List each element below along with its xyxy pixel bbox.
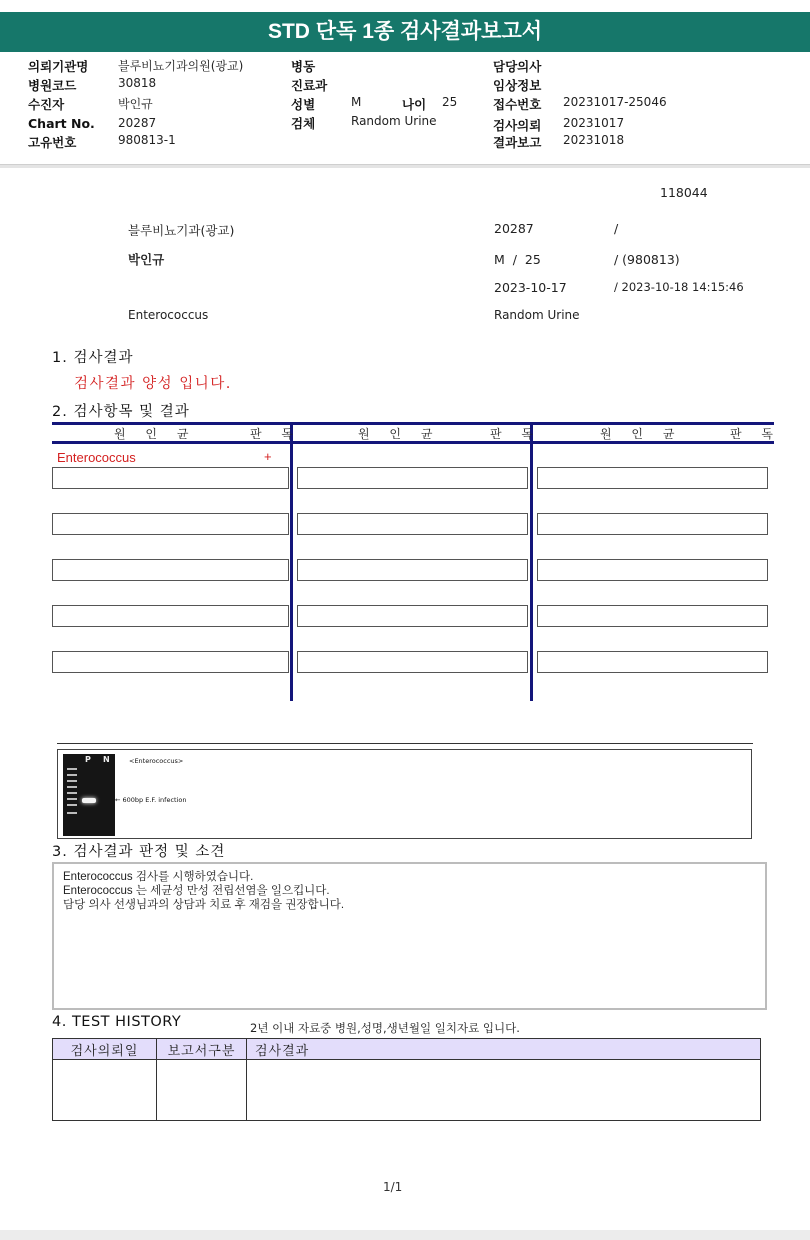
history-table bbox=[52, 1038, 761, 1121]
col-organism-1: 원 인 균 bbox=[114, 427, 197, 441]
value-specimen: Random Urine bbox=[351, 114, 437, 128]
report-slash: / bbox=[614, 221, 619, 236]
result-box bbox=[297, 651, 528, 673]
section3-title: 3. 검사결과 판정 및 소견 bbox=[52, 844, 226, 860]
report-hospital: 블루비뇨기과(광교) bbox=[128, 223, 235, 238]
value-sex: M bbox=[351, 95, 362, 109]
value-age: 25 bbox=[442, 95, 458, 109]
gel-positive-band bbox=[82, 798, 96, 803]
section4-title: 4. TEST HISTORY bbox=[52, 1014, 182, 1030]
result-box bbox=[52, 605, 289, 627]
report-specimen: Random Urine bbox=[494, 308, 580, 322]
report-reported: / 2023-10-18 14:15:46 bbox=[614, 280, 744, 294]
result-box bbox=[537, 651, 768, 673]
result-box bbox=[297, 605, 528, 627]
results-table-divider-1 bbox=[290, 422, 293, 701]
title-bar bbox=[0, 0, 810, 48]
label-specimen: 검체 bbox=[291, 116, 316, 131]
result-box bbox=[52, 651, 289, 673]
gel-ladder-band bbox=[67, 786, 77, 788]
label-department: 진료과 bbox=[291, 78, 328, 93]
opinion-line: Enterococcus 검사를 시행하였습니다. bbox=[63, 871, 254, 883]
report-collected: 2023-10-17 bbox=[494, 280, 567, 295]
result-organism: Enterococcus bbox=[57, 450, 136, 465]
result-box bbox=[537, 559, 768, 581]
result-box bbox=[52, 467, 289, 489]
gel-lane-n: N bbox=[103, 755, 110, 764]
col-judgement-3: 판 독 bbox=[730, 427, 781, 441]
result-box bbox=[537, 605, 768, 627]
report-id: / (980813) bbox=[614, 252, 680, 267]
value-patient: 박인규 bbox=[118, 97, 153, 111]
opinion-line: Enterococcus 는 세균성 만성 전립선염을 일으킵니다. bbox=[63, 885, 330, 897]
report-organism: Enterococcus bbox=[128, 308, 209, 322]
header-info bbox=[0, 56, 810, 164]
report-title: STD 단독 1종 검사결과보고서 bbox=[0, 12, 810, 52]
label-patient: 수진자 bbox=[28, 97, 65, 112]
label-age: 나이 bbox=[402, 97, 427, 112]
label-report-date: 결과보고 bbox=[493, 135, 542, 150]
label-clinical-info: 임상정보 bbox=[493, 78, 542, 93]
result-judgement: + bbox=[264, 449, 272, 464]
gel-top-rule bbox=[57, 743, 753, 744]
opinion-line: 담당 의사 선생님과의 상담과 치료 후 재검을 권장합니다. bbox=[63, 899, 345, 911]
value-chart-no: 20287 bbox=[118, 116, 157, 130]
gel-band-note: ← 600bp E.F. infection bbox=[115, 796, 187, 804]
result-box bbox=[537, 513, 768, 535]
col-organism-3: 원 인 균 bbox=[600, 427, 683, 441]
col-judgement-1: 판 독 bbox=[250, 427, 301, 441]
history-note: 2년 이내 자료중 병원,성명,생년월일 일치자료 입니다. bbox=[250, 1021, 520, 1035]
label-institution: 의뢰기관명 bbox=[28, 59, 89, 74]
result-box bbox=[297, 513, 528, 535]
result-box bbox=[537, 467, 768, 489]
gel-ladder-band bbox=[67, 780, 77, 782]
col-judgement-2: 판 독 bbox=[490, 427, 541, 441]
result-box bbox=[52, 559, 289, 581]
history-col-request-date: 검사의뢰일 bbox=[53, 1039, 157, 1060]
gel-ladder-band bbox=[67, 804, 77, 806]
value-report-date: 20231018 bbox=[563, 133, 625, 147]
history-cell bbox=[247, 1060, 761, 1121]
value-hospital-code: 30818 bbox=[118, 76, 157, 90]
gel-ladder-band bbox=[67, 798, 77, 800]
history-empty-row bbox=[53, 1060, 761, 1121]
label-unique-no: 고유번호 bbox=[28, 135, 77, 150]
section1-title: 1. 검사결과 bbox=[52, 350, 134, 366]
label-doctor: 담당의사 bbox=[493, 59, 542, 74]
history-col-report-type: 보고서구분 bbox=[157, 1039, 247, 1060]
gel-electrophoresis-image bbox=[63, 754, 115, 836]
history-cell bbox=[53, 1060, 157, 1121]
results-table-divider-2 bbox=[530, 422, 533, 701]
col-organism-2: 원 인 균 bbox=[358, 427, 441, 441]
value-institution: 블루비뇨기과의원(광교) bbox=[118, 59, 244, 73]
gel-ladder-band bbox=[67, 792, 77, 794]
value-unique-no: 980813-1 bbox=[118, 133, 176, 147]
value-receipt-no: 20231017-25046 bbox=[563, 95, 667, 109]
report-number: 118044 bbox=[660, 185, 708, 200]
report-page bbox=[0, 168, 810, 1230]
result-box bbox=[297, 559, 528, 581]
label-sex: 성별 bbox=[291, 97, 316, 112]
result-box bbox=[297, 467, 528, 489]
label-hospital-code: 병원코드 bbox=[28, 78, 77, 93]
bottom-strip bbox=[0, 1230, 810, 1240]
report-patient: 박인규 bbox=[128, 252, 165, 267]
label-request-date: 검사의뢰 bbox=[493, 118, 542, 133]
gel-ladder-band bbox=[67, 774, 77, 776]
result-box bbox=[52, 513, 289, 535]
gel-image-frame bbox=[57, 749, 752, 839]
gel-ladder-band bbox=[67, 768, 77, 770]
gel-caption: <Enterococcus> bbox=[129, 757, 184, 765]
gel-ladder-band bbox=[67, 812, 77, 814]
value-request-date: 20231017 bbox=[563, 116, 625, 130]
section2-title: 2. 검사항목 및 결과 bbox=[52, 404, 190, 420]
report-chart: 20287 bbox=[494, 221, 534, 236]
label-ward: 병동 bbox=[291, 59, 316, 74]
label-chart-no: Chart No. bbox=[28, 116, 95, 131]
positive-result: 검사결과 양성 입니다. bbox=[74, 376, 232, 392]
opinion-box bbox=[52, 862, 767, 1010]
history-col-result: 검사결과 bbox=[247, 1039, 761, 1060]
page-number: 1/1 bbox=[383, 1180, 403, 1194]
report-sex-age: M / 25 bbox=[494, 252, 541, 267]
history-cell bbox=[157, 1060, 247, 1121]
history-header-row bbox=[53, 1039, 761, 1060]
label-receipt-no: 접수번호 bbox=[493, 97, 542, 112]
gel-lane-p: P bbox=[85, 755, 91, 764]
